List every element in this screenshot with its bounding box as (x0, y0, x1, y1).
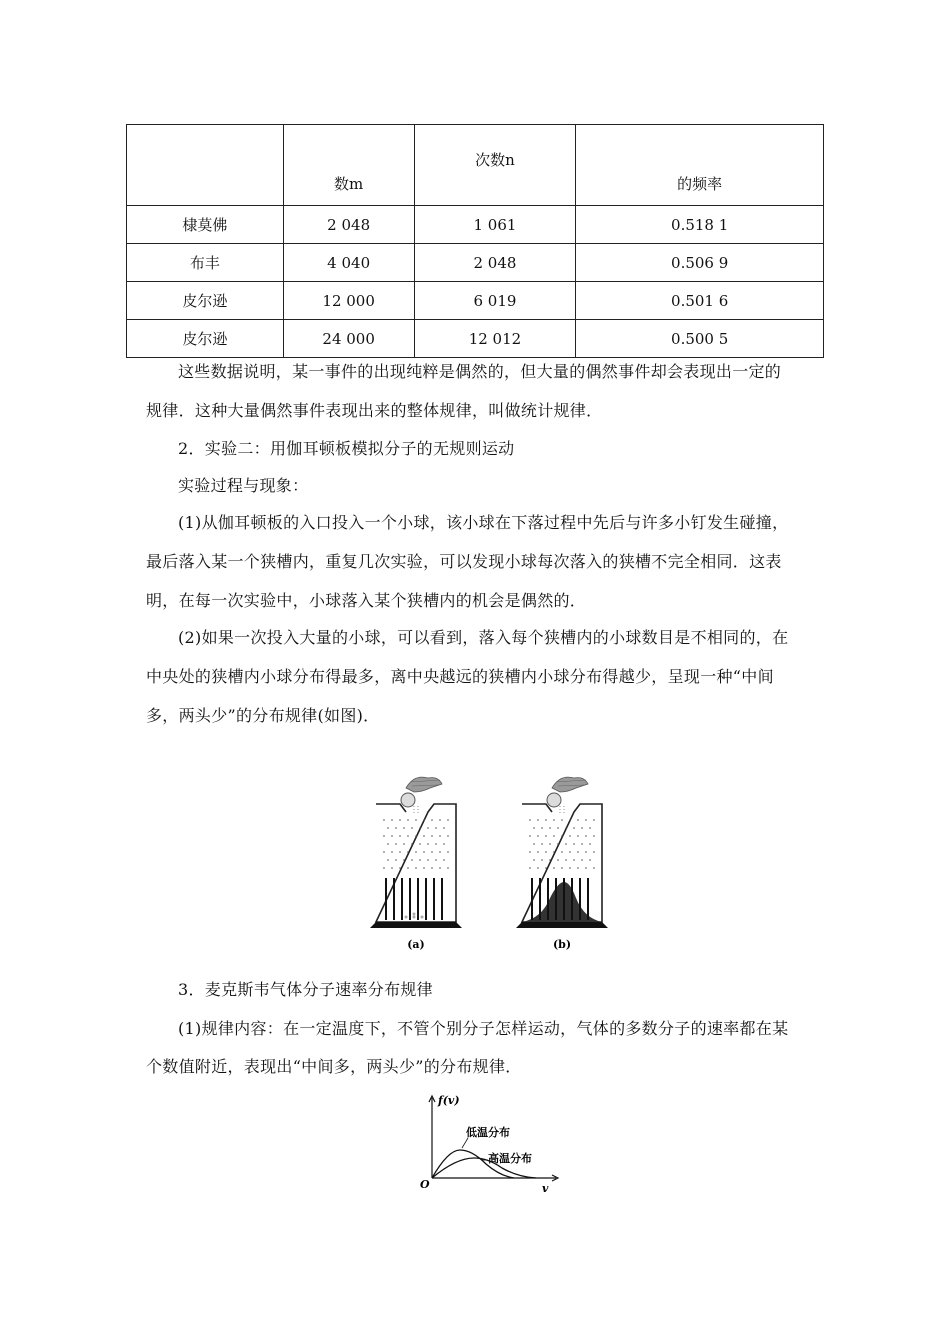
cell-freq: 0.501 6 (576, 282, 824, 320)
cell-n: 6 019 (414, 282, 576, 320)
paragraph-line: 中央处的狭槽内小球分布得最多，离中央越远的狭槽内小球分布得越少，呈现一种“中间 (146, 667, 774, 686)
header-cell-empty (127, 125, 284, 206)
table-row (127, 282, 824, 320)
hand-icon (552, 777, 588, 792)
paragraph-line: (2)如果一次投入大量的小球，可以看到，落入每个狭槽内的小球数目是不相同的，在 (178, 628, 789, 647)
high-temp-label: 高温分布 (488, 1152, 532, 1165)
paragraph-line: 规律．这种大量偶然事件表现出来的整体规律，叫做统计规律． (146, 401, 603, 420)
subheading: 实验过程与现象： (178, 476, 309, 495)
cell-m: 24 000 (283, 320, 414, 358)
paragraph-line: (1)规律内容：在一定温度下，不管个别分子怎样运动，气体的多数分子的速率都在某 (178, 1019, 789, 1038)
table-header-row (127, 125, 824, 206)
cell-m: 4 040 (283, 244, 414, 282)
low-temp-label: 低温分布 (466, 1126, 510, 1139)
galton-board-a (366, 770, 466, 955)
cell-freq: 0.506 9 (576, 244, 824, 282)
table-row (127, 244, 824, 282)
cell-freq: 0.518 1 (576, 206, 824, 244)
header-cell-freq: 的频率 (576, 125, 824, 206)
cell-name: 皮尔逊 (127, 282, 284, 320)
x-axis-label: v (542, 1182, 549, 1195)
table-row (127, 320, 824, 358)
figure-a-label: (a) (407, 938, 425, 951)
ball-icon (547, 793, 561, 807)
cell-name: 皮尔逊 (127, 320, 284, 358)
cell-name: 布丰 (127, 244, 284, 282)
header-cell-m: 数m (283, 125, 414, 206)
cell-m: 2 048 (283, 206, 414, 244)
maxwell-distribution-graph (416, 1088, 576, 1198)
cell-name: 棣莫佛 (127, 206, 284, 244)
section-heading-2: 2．实验二：用伽耳顿板模拟分子的无规则运动 (178, 439, 515, 458)
table-row (127, 206, 824, 244)
galton-board-b (512, 770, 612, 955)
y-axis-label: f(v) (438, 1094, 460, 1107)
cell-n: 1 061 (414, 206, 576, 244)
coin-toss-table (126, 124, 824, 358)
figure-b-label: (b) (552, 938, 572, 951)
hand-icon (406, 777, 442, 792)
paragraph-line: 最后落入某一个狭槽内，重复几次实验，可以发现小球每次落入的狭槽不完全相同．这表 (146, 552, 782, 571)
cell-freq: 0.500 5 (576, 320, 824, 358)
paragraph-line: 个数值附近，表现出“中间多，两头少”的分布规律． (146, 1057, 522, 1076)
cell-n: 12 012 (414, 320, 576, 358)
paragraph-line: 这些数据说明，某一事件的出现纯粹是偶然的，但大量的偶然事件却会表现出一定的 (178, 362, 782, 381)
paragraph-line: 明，在每一次实验中，小球落入某个狭槽内的机会是偶然的． (146, 591, 587, 610)
cell-n: 2 048 (414, 244, 576, 282)
ball-icon (401, 793, 415, 807)
origin-label: O (420, 1178, 430, 1191)
cell-m: 12 000 (283, 282, 414, 320)
header-cell-n: 次数n (414, 125, 576, 206)
paragraph-line: (1)从伽耳顿板的入口投入一个小球，该小球在下落过程中先后与许多小钉发生碰撞， (178, 513, 789, 532)
section-heading-3: 3．麦克斯韦气体分子速率分布规律 (178, 980, 433, 999)
paragraph-line: 多，两头少”的分布规律(如图)． (146, 706, 380, 725)
